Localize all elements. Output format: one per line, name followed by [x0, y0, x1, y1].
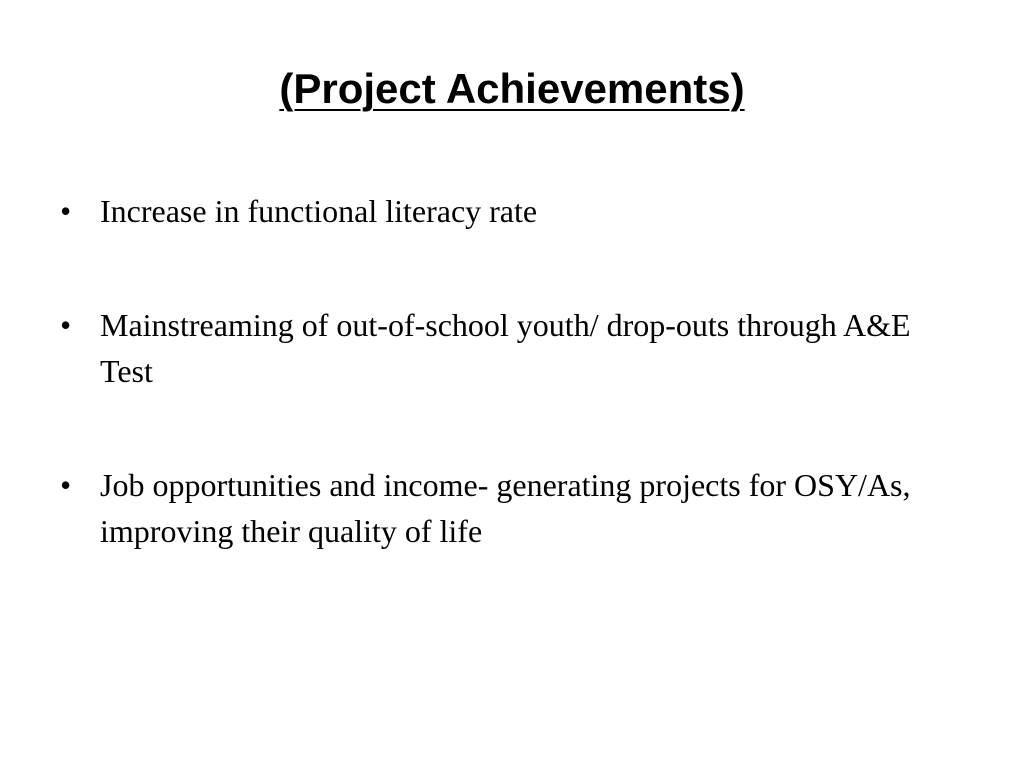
slide-title: (Project Achievements) — [279, 65, 745, 112]
bullet-text: Increase in functional literacy rate — [100, 193, 538, 229]
bullet-item-literacy — [60, 188, 970, 234]
bullet-text: Job opportunities and income- generating projects for OSY/As, improving their quality of life — [100, 467, 911, 549]
bullet-item-mainstreaming — [60, 302, 970, 394]
bullet-icon: • — [60, 193, 72, 229]
bullet-icon: • — [60, 467, 72, 503]
bullet-list — [60, 188, 970, 622]
bullet-item-job-opportunities — [60, 462, 970, 554]
bullet-icon: • — [60, 307, 72, 343]
bullet-text: Mainstreaming of out-of-school youth/ drop-outs through A&E Test — [100, 307, 911, 389]
